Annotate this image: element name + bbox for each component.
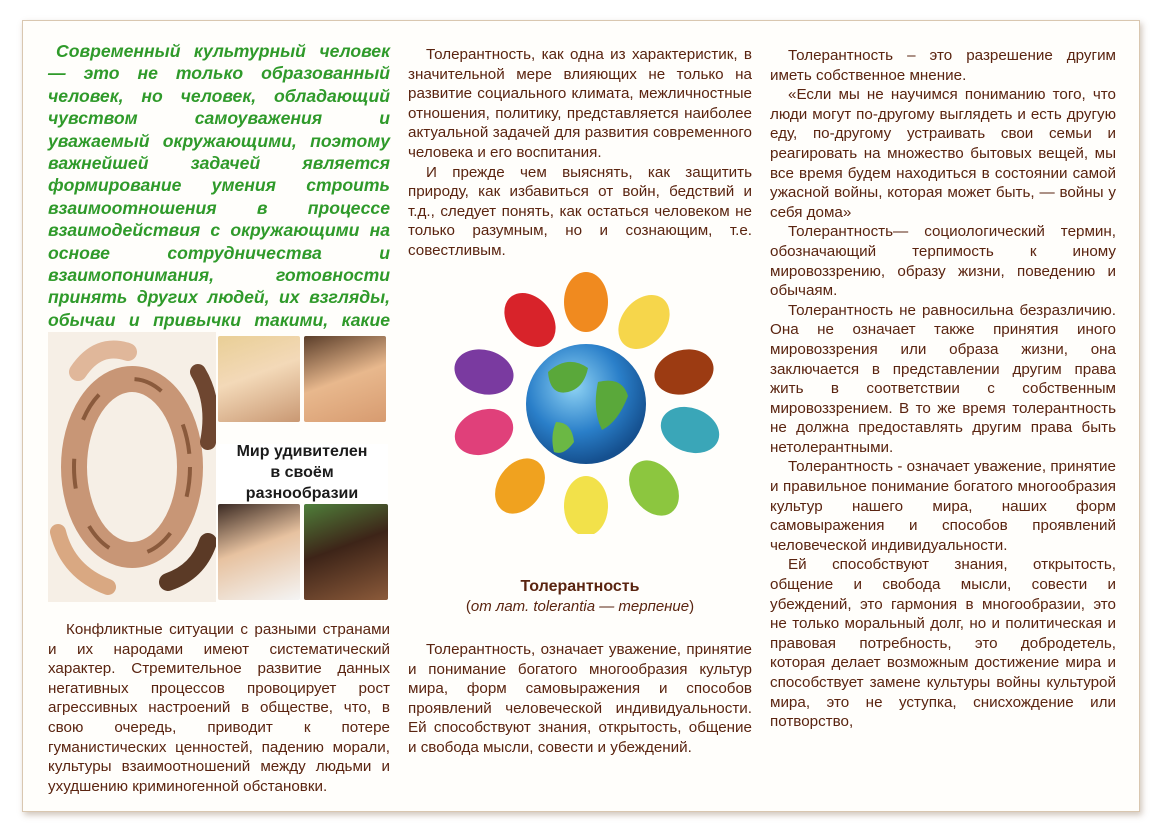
lead-paragraph: Современный культурный человек — это не только образованный человек, но человек, обладающий чувством самоуважения и уважаемый окружающими, поэтому важнейшей задачей является формирование умения строить взаимоотношения в процессе взаимодействия с окружающими на основе сотрудничества и взаимопонимания, готовности принять других людей, их взгляды, обычаи и привычки такими, какие (48, 41, 390, 330)
child-photo-3 (218, 504, 300, 600)
child-photo-2 (304, 336, 386, 422)
emblem-subtitle-italic: от лат. tolerantia — терпение (470, 598, 690, 615)
emblem-subtitle: (от лат. tolerantia — терпение) (465, 598, 695, 615)
globe-hands-icon (448, 272, 724, 534)
column-3-paragraph-4: Толерантность не равносильна безразличию. Она не означает также принятия иного мировоззрения или образа жизни, она заключается в представлении другим права жить в соответствии с собственным мировоззрением. В то же время толерантность не должна предоставлять другим права быть нетолерантными. (770, 301, 1116, 456)
emblem-title: Толерантность (520, 578, 640, 595)
hands-circle-image (48, 332, 216, 602)
child-photo-4 (304, 504, 388, 600)
column-2-paragraph-2: И прежде чем выяснять, как защитить природу, как избавиться от войн, бедствий и т.д., следует понять, как остаться человеком не только разумным, но и сознающим, т.е. совестливым. (408, 163, 752, 259)
column-3-paragraph-5: Толерантность - означает уважение, принятие и правильное понимание богатого многообразия культур нашего мира, наших форм самовыражения и способов проявлений человеческой индивидуальности. (770, 458, 1116, 554)
column-3-paragraph-2: «Если мы не научимся пониманию того, что люди могут по-другому выглядеть и есть другую еду, по-другому устраивать свои семьи и реагировать на множество бытовых вещей, мы все время будем находиться в состоянии самой ужасной войны, которая может быть, — войны у себя дома» (770, 86, 1116, 221)
column-2 (408, 45, 752, 261)
column-2-bottom (408, 640, 752, 758)
collage-caption-line-1: Мир удивителен (236, 442, 368, 460)
diversity-collage (48, 332, 388, 602)
child-photo-1 (218, 336, 300, 422)
collage-caption-line-2: в своём разнообразии (245, 463, 359, 502)
column-2-paragraph-3: Толерантность, означает уважение, принятие и понимание богатого многообразия культур мира, форм самовыражения и способов проявлений человеческой индивидуальности. Ей способствуют знания, открытость, общение и свобода мысли, совести и убеждений. (408, 641, 752, 756)
column-1-bottom (48, 620, 390, 796)
column-3-paragraph-3: Толерантность— социологический термин, обозначающий терпимость к иному мировоззрению, образу жизни, поведению и обычаям. (770, 223, 1116, 300)
column-3-paragraph-6: Ей способствуют знания, открытость, общение и свобода мысли, совести и убеждений, это гармония в многообразии, это не только моральный долг, но и политическая и правовая потребность, это добродетель, которая делает возможным достижение мира и способствует замене культуры войны культурой мира, это не уступка, снисхождение или потворство, (770, 556, 1116, 731)
collage-caption (216, 444, 388, 500)
column-3 (770, 46, 1116, 732)
conflict-paragraph: Конфликтные ситуации с разными странами и их народами имеют систематический характер. Стремительное развитие данных негативных процессов провоцирует рост агрессивных настроений в обществе, что, в свою очередь, приводит к потере гуманистических ценностей, падению морали, культуры взаимоотношений между людьми и ухудшению криминогенной обстановки. (48, 621, 390, 795)
column-2-paragraph-1: Толерантность, как одна из характеристик, в значительной мере влияющих не только на развитие социального климата, межличностные отношения, политику, представляется наиболее актуальной задачей для развития современного человека и его воспитания. (408, 46, 752, 161)
hands-circle-icon (48, 332, 216, 602)
column-3-paragraph-1: Толерантность – это разрешение другим иметь собственное мнение. (770, 47, 1116, 84)
column-1 (48, 40, 390, 354)
tolerance-emblem (448, 272, 724, 534)
